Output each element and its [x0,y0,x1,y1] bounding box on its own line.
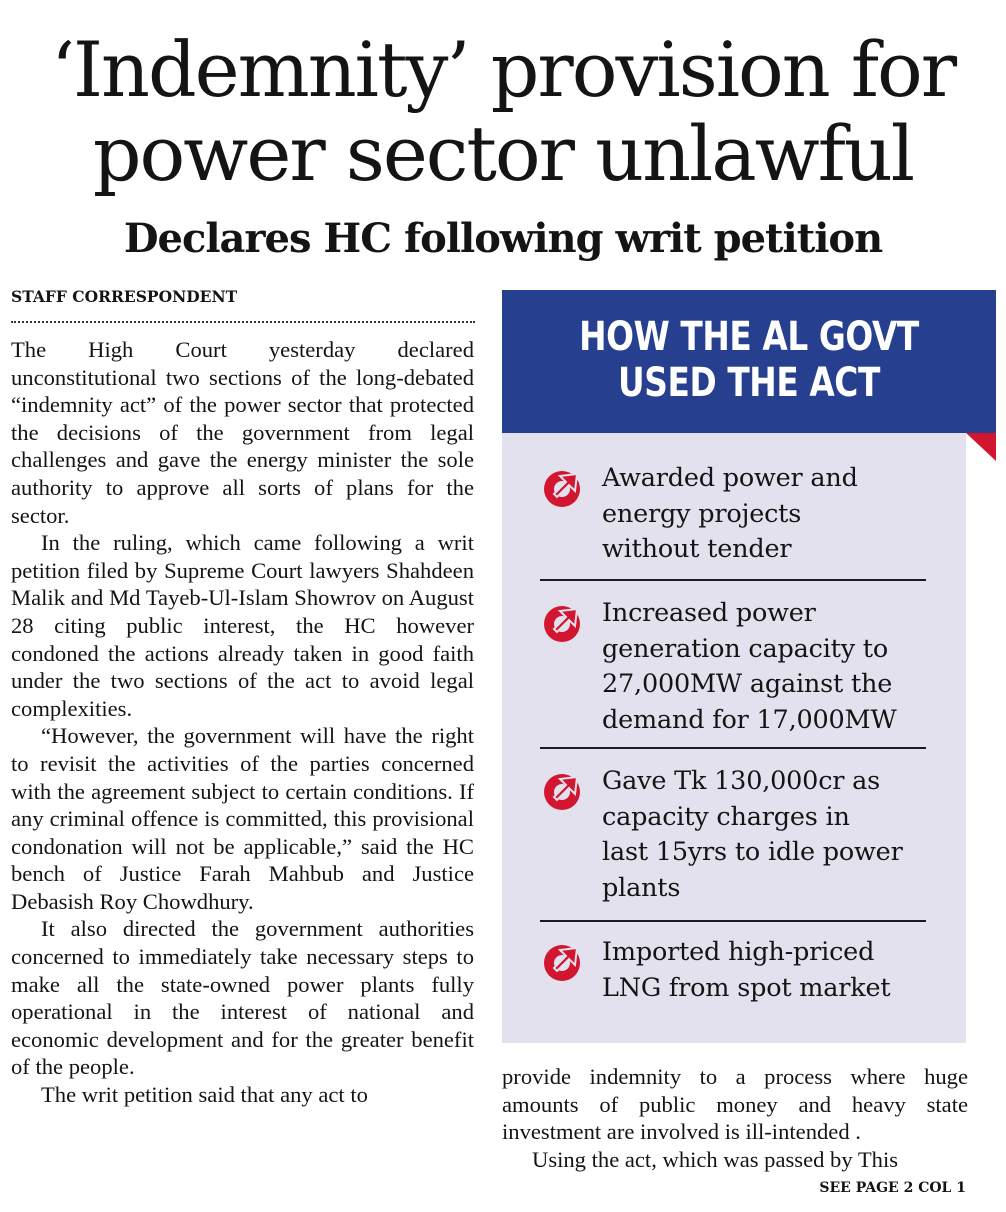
red-circle-arrow-icon [540,941,584,985]
sidebar-title-line-2: USED THE ACT [618,360,880,406]
body-paragraph: Using the act, which was passed by This [532,1146,899,1172]
body-paragraph: It also directed the government authorities concerned to immediately take necessary steps to make all the state-owned power plants fully operational in the interest of national and economic development and for the greater benefit of the people. [11,916,474,1080]
sidebar-divider [540,579,926,581]
subheadline: Declares HC following writ petition [123,215,883,262]
sidebar-item-line: generation capacity to [602,633,889,664]
body-paragraph: The writ petition said that any act to [41,1082,368,1108]
sidebar-item-line: demand for 17,000MW [602,704,897,735]
sidebar-item-line: without tender [602,534,792,564]
headline-line-2: power sector unlawful [92,109,914,198]
sidebar-item-line: Gave Tk 130,000cr as [602,766,881,796]
continued-on-page-link[interactable]: SEE PAGE 2 COL 1 [819,1180,966,1196]
red-circle-arrow-icon [540,467,584,511]
sidebar-item-line: energy projects [602,498,802,529]
sidebar-divider [540,920,926,922]
sidebar-item-line: Awarded power and [602,463,858,493]
sidebar-item-line: Imported high-priced [602,937,875,967]
sidebar-item-line: capacity charges in [602,801,850,832]
sidebar-divider [540,747,926,749]
sidebar-item-line: plants [602,872,681,903]
red-circle-arrow-icon [540,602,584,646]
sidebar-item-line: LNG from spot market [602,972,891,1003]
byline: STAFF CORRESPONDENT [11,287,238,306]
sidebar-header [502,290,996,433]
sidebar-item-line: last 15yrs to idle power [602,837,903,867]
sidebar-item-text [602,461,932,568]
sidebar-item-line: Increased power [602,598,816,628]
body-paragraph: provide indemnity to a process where huge amounts of public money and heavy state investment are involved is ill-intended . [502,1064,968,1145]
red-circle-arrow-icon [540,770,584,814]
sidebar-item-text [602,764,932,906]
sidebar-body [502,433,966,1043]
article-body-right-column [502,1063,968,1173]
headline [0,25,1006,198]
sidebar-item-text [602,935,932,1006]
body-paragraph: The High Court yesterday declared unconstitutional two sections of the long-debated “indemnity act” of the power sector that protected the decisions of the government from legal challenges and gave the energy minister the sole authority to approve all sorts of plans for the sector. [11,337,474,528]
byline-dotted-rule [11,321,475,323]
article-body-left-column [11,336,474,1109]
body-paragraph: “However, the government will have the right to revisit the activities of the parties concerned with the agreement subject to certain conditions. If any criminal offence is committed, this provisional condonation will not be applicable,” said the HC bench of Justice Farah Mahbub and Justice Debasish Roy Chowdhury. [11,723,474,914]
body-paragraph: In the ruling, which came following a writ petition filed by Supreme Court lawyers Shahdeen Malik and Md Tayeb-Ul-Islam Showrov on August 28 citing public interest, the HC however condoned the actions already taken in good faith under the two sections of the act to avoid legal complexities. [11,530,474,721]
sidebar-corner-fold [966,433,996,461]
sidebar-title-line-1: HOW THE AL GOVT [579,314,919,360]
sidebar-item-text [602,596,932,738]
sidebar-item-line: 27,000MW against the [602,669,893,699]
headline-line-1: ‘Indemnity’ provision for [50,25,956,114]
